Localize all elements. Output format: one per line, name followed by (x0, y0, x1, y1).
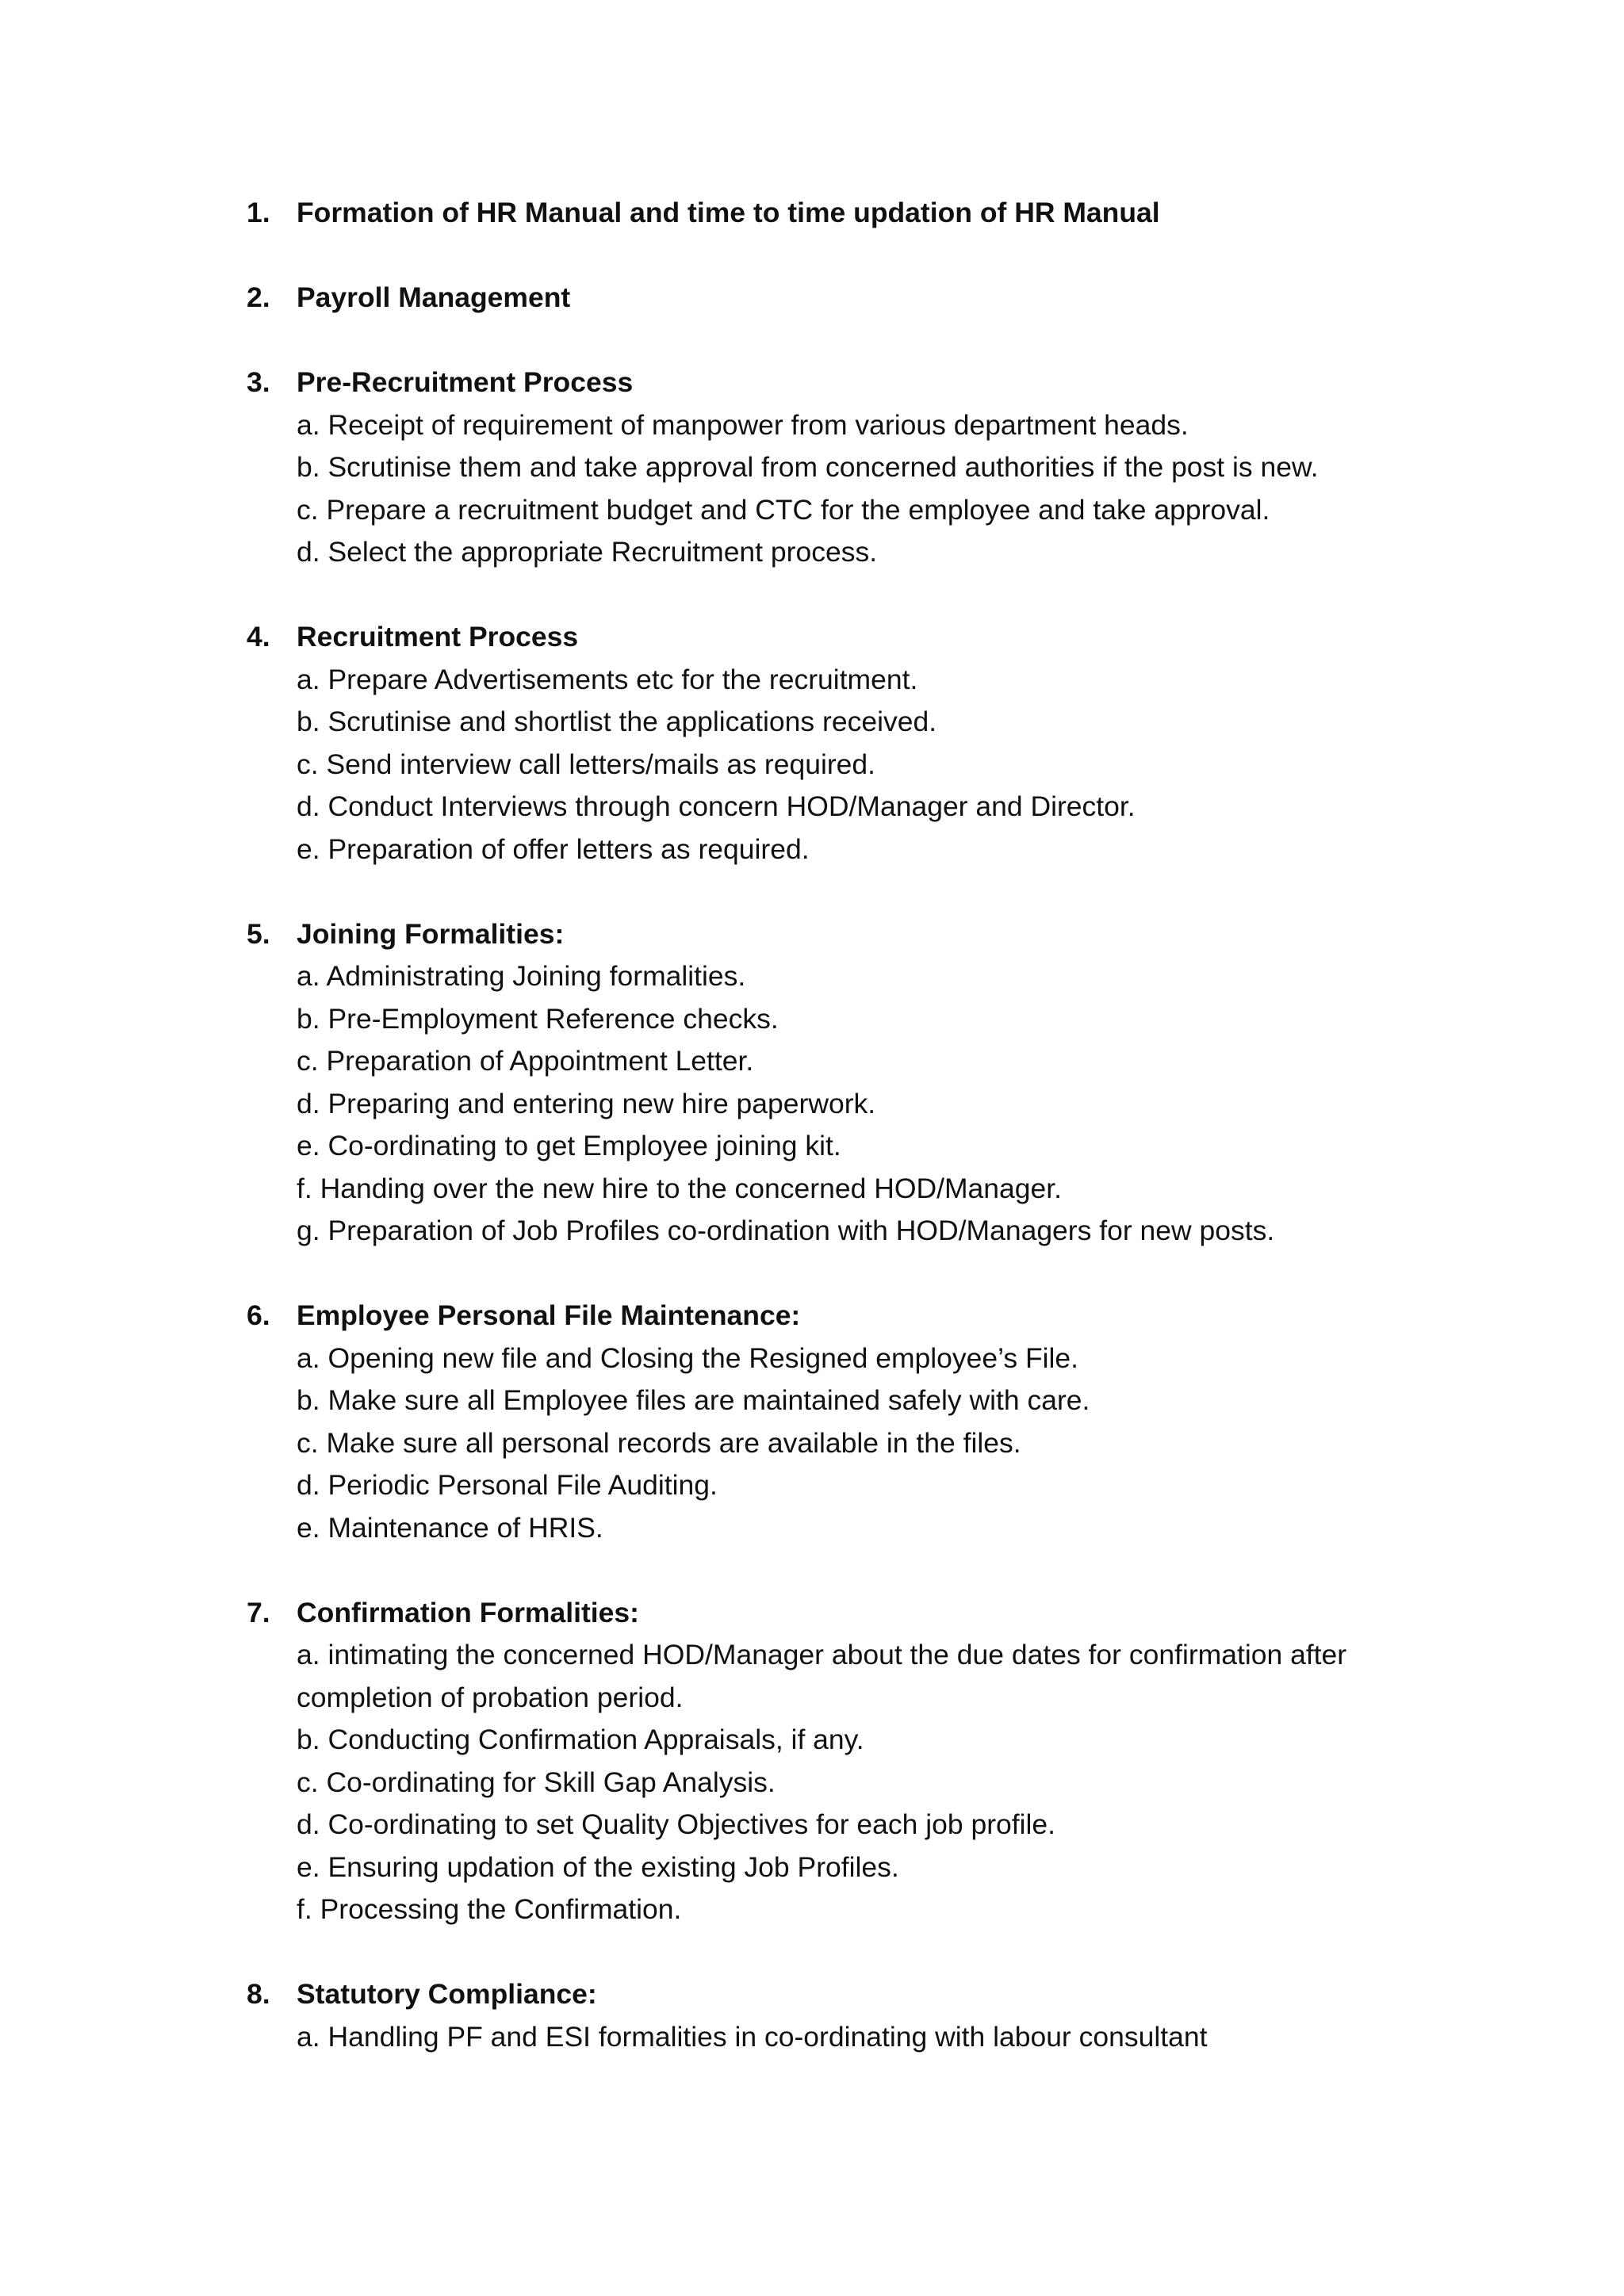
list-item: f. Handing over the new hire to the concerned HOD/Manager. (297, 1172, 1062, 1204)
section-heading (247, 277, 1436, 320)
list-item: e. Maintenance of HRIS. (297, 1511, 603, 1544)
section-number: 1. (247, 197, 270, 228)
list-item: a. Prepare Advertisements etc for the recruitment. (297, 663, 918, 695)
list-item: e. Co-ordinating to get Employee joining kit. (297, 1130, 841, 1161)
section-title: Joining Formalities: (297, 917, 565, 950)
section-number: 4. (247, 621, 270, 652)
section-number: 2. (247, 281, 270, 313)
list-item: d. Preparing and entering new hire paperwork. (297, 1087, 876, 1119)
list-item: d. Select the appropriate Recruitment process. (297, 536, 878, 568)
list-item: c. Preparation of Appointment Letter. (297, 1045, 754, 1077)
section-number: 8. (247, 1978, 270, 2010)
section-title: Payroll Management (297, 281, 571, 313)
list-item: c. Prepare a recruitment budget and CTC for the employee and take approval. (297, 493, 1270, 526)
list-item: a. Handling PF and ESI formalities in co-ordinating with labour consultant (297, 2020, 1208, 2053)
section-heading (247, 1973, 1436, 2016)
list-item: a. Administrating Joining formalities. (297, 960, 746, 992)
list-item: b. Scrutinise and shortlist the applications received. (297, 706, 937, 737)
list-item-continuation: completion of probation period. (297, 1681, 684, 1713)
list-item: b. Pre-Employment Reference checks. (297, 1002, 779, 1035)
list-item: e. Preparation of offer letters as required. (297, 832, 810, 865)
section-heading (247, 1295, 1436, 1337)
section-8 (247, 1973, 1436, 2058)
section-3 (247, 362, 1436, 574)
section-title: Confirmation Formalities: (297, 1596, 639, 1628)
section-number: 7. (247, 1596, 270, 1628)
list-item: d. Conduct Interviews through concern HOD/Manager and Director. (297, 790, 1136, 822)
section-2 (247, 277, 1436, 320)
section-heading (247, 913, 1436, 956)
list-item: d. Co-ordinating to set Quality Objectives for each job profile. (297, 1808, 1056, 1840)
section-number: 5. (247, 917, 270, 950)
list-item: a. Opening new file and Closing the Resigned employee’s File. (297, 1341, 1079, 1374)
list-item: f. Processing the Confirmation. (297, 1893, 682, 1925)
section-heading (247, 192, 1436, 235)
section-heading (247, 1592, 1436, 1635)
list-item: b. Make sure all Employee files are maintained safely with care. (297, 1384, 1090, 1416)
section-5 (247, 913, 1436, 1253)
section-title: Employee Personal File Maintenance: (297, 1299, 801, 1331)
list-item: c. Send interview call letters/mails as required. (297, 748, 876, 780)
list-item: e. Ensuring updation of the existing Job Profiles. (297, 1850, 899, 1883)
section-heading (247, 362, 1436, 404)
list-item: b. Conducting Confirmation Appraisals, if any. (297, 1724, 864, 1755)
section-title: Formation of HR Manual and time to time updation of HR Manual (297, 197, 1160, 228)
list-item: a. Receipt of requirement of manpower from various department heads. (297, 408, 1189, 441)
section-title: Statutory Compliance: (297, 1978, 597, 2010)
list-item: b. Scrutinise them and take approval from concerned authorities if the post is new. (297, 451, 1319, 483)
list-item: d. Periodic Personal File Auditing. (297, 1469, 718, 1501)
section-heading (247, 616, 1436, 659)
section-7 (247, 1592, 1436, 1931)
section-title: Pre-Recruitment Process (297, 366, 634, 398)
section-4 (247, 616, 1436, 871)
list-item: c. Make sure all personal records are available in the files. (297, 1426, 1021, 1459)
section-1 (247, 192, 1436, 235)
section-title: Recruitment Process (297, 621, 579, 652)
list-item: a. intimating the concerned HOD/Manager about the due dates for confirmation after (297, 1639, 1347, 1670)
section-number: 6. (247, 1299, 270, 1331)
section-number: 3. (247, 366, 270, 398)
hr-responsibilities-list (247, 192, 1436, 2101)
section-6 (247, 1295, 1436, 1549)
list-item: g. Preparation of Job Profiles co-ordination with HOD/Managers for new posts. (297, 1215, 1275, 1246)
list-item: c. Co-ordinating for Skill Gap Analysis. (297, 1766, 776, 1798)
